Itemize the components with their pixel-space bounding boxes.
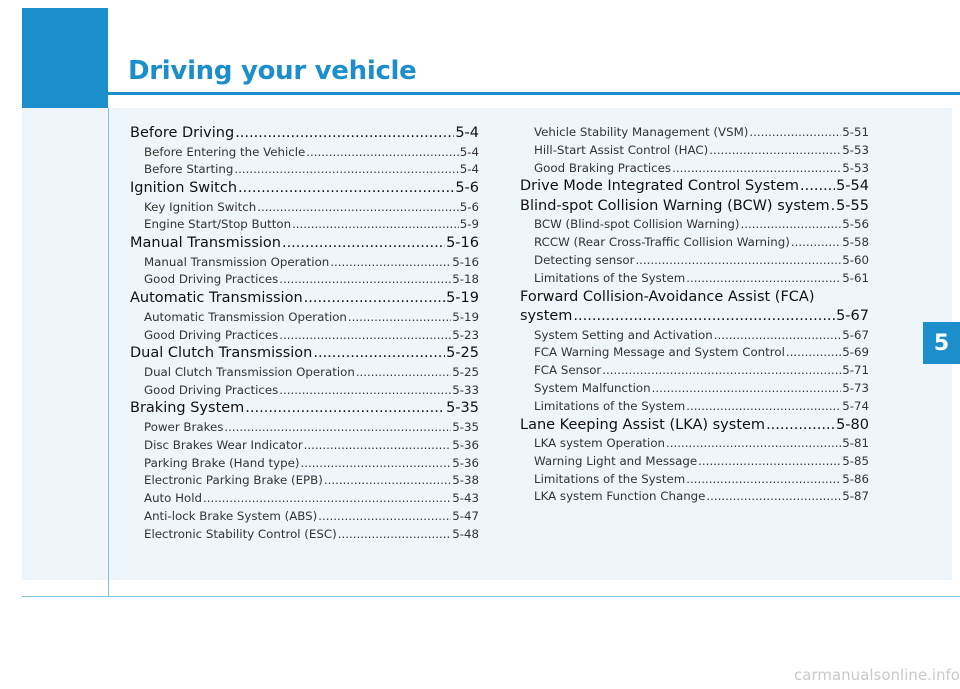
toc-subsection-entry[interactable] <box>520 252 869 270</box>
toc-page-number: 5-9 <box>459 217 479 232</box>
toc-section-entry[interactable] <box>130 124 479 144</box>
toc-dot-leader <box>304 437 452 455</box>
toc-subsection-entry[interactable] <box>130 526 479 544</box>
toc-subsection-entry[interactable] <box>520 216 869 234</box>
toc-dot-leader <box>635 252 841 270</box>
toc-page-number: 5-55 <box>836 197 869 214</box>
toc-page-number: 5-74 <box>842 398 869 413</box>
toc-entry-label: Manual Transmission <box>130 235 281 252</box>
toc-entry-label: Parking Brake (Hand type) <box>144 455 300 470</box>
toc-dot-leader <box>686 398 841 416</box>
toc-page-number: 5-73 <box>842 380 869 395</box>
toc-page-number: 5-6 <box>459 199 479 214</box>
toc-page-number: 5-4 <box>459 162 479 177</box>
toc-entry-label: Disc Brakes Wear Indicator <box>144 437 303 452</box>
toc-page-number: 5-19 <box>446 290 479 307</box>
toc-dot-leader <box>573 307 835 327</box>
toc-subsection-entry[interactable] <box>130 199 479 217</box>
toc-entry-label: Good Driving Practices <box>144 327 279 342</box>
toc-subsection-entry[interactable] <box>130 144 479 162</box>
toc-subsection-entry[interactable] <box>520 234 869 252</box>
toc-entry-label: Warning Light and Message <box>534 453 698 468</box>
toc-page-number: 5-51 <box>842 125 869 139</box>
toc-page-number: 5-60 <box>842 252 869 267</box>
toc-subsection-entry[interactable] <box>520 124 869 142</box>
toc-subsection-entry[interactable] <box>520 471 869 489</box>
toc-dot-leader <box>313 344 445 364</box>
toc-entry-label: Hill-Start Assist Control (HAC) <box>534 142 709 157</box>
toc-dot-leader <box>356 364 451 382</box>
toc-entry-label: Auto Hold <box>144 491 202 506</box>
toc-entry-label: Before Driving <box>130 125 235 141</box>
toc-page-number: 5-85 <box>842 453 869 468</box>
toc-subsection-entry[interactable] <box>520 160 869 178</box>
toc-entry-label: BCW (Blind-spot Collision Warning) <box>534 217 740 232</box>
toc-page-number: 5-36 <box>452 437 479 452</box>
toc-section-entry[interactable] <box>520 177 869 197</box>
toc-page-number: 5-81 <box>842 436 869 451</box>
toc-entry-label: System Setting and Activation <box>534 327 713 342</box>
toc-entry-label: system <box>520 308 573 325</box>
toc-subsection-entry[interactable] <box>520 380 869 398</box>
toc-subsection-entry[interactable] <box>520 435 869 453</box>
toc-subsection-entry[interactable] <box>130 437 479 455</box>
toc-dot-leader <box>791 234 841 252</box>
toc-dot-leader <box>766 416 835 436</box>
toc-entry-label: Drive Mode Integrated Control System <box>520 178 800 195</box>
toc-page-number: 5-56 <box>842 217 869 232</box>
toc-page-number: 5-38 <box>452 473 479 488</box>
page-title: Driving your vehicle <box>128 56 417 86</box>
toc-dot-leader <box>245 399 445 419</box>
toc-dot-leader <box>800 177 835 197</box>
toc-entry-label: Dual Clutch Transmission <box>130 345 313 362</box>
toc-section-entry[interactable] <box>130 234 479 254</box>
toc-dot-leader <box>203 490 451 508</box>
toc-subsection-entry[interactable] <box>130 419 479 437</box>
toc-subsection-entry[interactable] <box>130 490 479 508</box>
toc-dot-leader <box>348 309 451 327</box>
toc-dot-leader <box>714 327 841 345</box>
toc-dot-leader <box>709 142 841 160</box>
toc-page-number: 5-54 <box>836 178 869 195</box>
toc-entry-label: FCA Sensor <box>534 363 602 378</box>
toc-dot-leader <box>706 488 841 506</box>
toc-section-entry[interactable] <box>130 399 479 419</box>
toc-dot-leader <box>324 472 451 490</box>
toc-dot-leader <box>749 124 841 142</box>
toc-entry-label: Engine Start/Stop Button <box>144 217 292 232</box>
toc-subsection-entry[interactable] <box>130 254 479 272</box>
toc-dot-leader <box>279 271 451 289</box>
toc-page-number: 5-53 <box>842 160 869 175</box>
toc-page-number: 5-71 <box>842 363 869 378</box>
toc-page-number: 5-47 <box>452 508 479 523</box>
toc-dot-leader <box>224 419 451 437</box>
footer-watermark: carmanualsonline.info <box>794 666 960 684</box>
toc-subsection-entry[interactable] <box>520 344 869 362</box>
toc-entry-label: LKA system Operation <box>534 436 666 451</box>
toc-entry-label: Automatic Transmission <box>130 290 303 307</box>
toc-dot-leader <box>292 216 459 234</box>
toc-entry-label: Good Braking Practices <box>534 160 672 175</box>
toc-entry-heading-line[interactable]: Forward Collision-Avoidance Assist (FCA) <box>520 288 815 305</box>
toc-entry-label: Electronic Stability Control (ESC) <box>144 526 337 541</box>
toc-dot-leader <box>235 124 454 144</box>
toc-entry-label: Detecting sensor <box>534 252 635 267</box>
toc-entry-label: Electronic Parking Brake (EPB) <box>144 473 323 488</box>
toc-entry-label: Good Driving Practices <box>144 382 279 397</box>
toc-subsection-entry[interactable] <box>130 327 479 345</box>
toc-entry-label: Dual Clutch Transmission Operation <box>144 364 355 379</box>
toc-subsection-entry[interactable] <box>520 398 869 416</box>
toc-subsection-entry[interactable] <box>520 362 869 380</box>
header-accent-block <box>22 8 108 108</box>
toc-section-entry[interactable] <box>520 307 869 327</box>
toc-page-number: 5-25 <box>452 364 479 379</box>
toc-subsection-entry[interactable] <box>130 364 479 382</box>
toc-section-entry[interactable] <box>130 179 479 199</box>
toc-entry-label: Limitations of the System <box>534 398 686 413</box>
toc-page-number: 5-80 <box>836 416 869 433</box>
toc-subsection-entry[interactable] <box>130 472 479 490</box>
toc-page-number: 5-69 <box>842 345 869 360</box>
toc-page-number: 5-53 <box>842 142 869 157</box>
toc-entry-label: Lane Keeping Assist (LKA) system <box>520 416 766 433</box>
toc-entry-label: FCA Warning Message and System Control <box>534 345 785 360</box>
toc-dot-leader <box>698 453 841 471</box>
toc-subsection-entry[interactable] <box>520 270 869 288</box>
toc-dot-leader <box>666 435 841 453</box>
toc-entry-label: Blind-spot Collision Warning (BCW) system <box>520 197 830 214</box>
toc-subsection-entry[interactable] <box>130 455 479 473</box>
toc-entry-label: Automatic Transmission Operation <box>144 309 347 324</box>
toc-page-number: 5-6 <box>455 180 479 197</box>
toc-page-number: 5-25 <box>446 345 479 362</box>
toc-page-number: 5-4 <box>459 144 479 159</box>
toc-subsection-entry[interactable] <box>520 142 869 160</box>
toc-dot-leader <box>306 144 458 162</box>
toc-dot-leader <box>338 526 452 544</box>
toc-page-number: 5-36 <box>452 455 479 470</box>
toc-entry-label: Ignition Switch <box>130 180 238 197</box>
toc-dot-leader <box>686 270 841 288</box>
toc-subsection-entry[interactable] <box>130 508 479 526</box>
toc-entry-label: Limitations of the System <box>534 270 686 285</box>
toc-subsection-entry[interactable] <box>130 216 479 234</box>
toc-section-entry[interactable] <box>130 344 479 364</box>
toc-column-right <box>520 124 869 506</box>
toc-page-number: 5-58 <box>842 235 869 250</box>
toc-dot-leader <box>282 234 445 254</box>
toc-entry-label: Anti-lock Brake System (ABS) <box>144 508 318 523</box>
toc-page-number: 5-23 <box>452 327 479 342</box>
toc-section-entry[interactable] <box>520 416 869 436</box>
toc-subsection-entry[interactable] <box>520 327 869 345</box>
toc-dot-leader <box>238 179 454 199</box>
toc-page-number: 5-61 <box>842 270 869 285</box>
toc-dot-leader <box>318 508 451 526</box>
toc-dot-leader <box>300 455 451 473</box>
toc-page-number: 5-16 <box>452 254 479 269</box>
toc-dot-leader <box>279 382 451 400</box>
toc-dot-leader <box>741 216 842 234</box>
toc-page-number: 5-18 <box>452 272 479 287</box>
toc-page-number: 5-86 <box>842 471 869 486</box>
toc-subsection-entry[interactable] <box>130 271 479 289</box>
toc-dot-leader <box>686 471 841 489</box>
toc-page-number: 5-48 <box>452 526 479 541</box>
toc-page-number: 5-4 <box>455 125 479 141</box>
bottom-rule <box>22 596 960 597</box>
toc-page-number: 5-19 <box>452 309 479 324</box>
toc-page-number: 5-33 <box>452 382 479 397</box>
chapter-tab[interactable]: 5 <box>923 322 960 364</box>
toc-page-number: 5-67 <box>836 308 869 325</box>
toc-dot-leader <box>279 327 451 345</box>
margin-rule <box>108 108 109 596</box>
toc-entry-label: Vehicle Stability Management (VSM) <box>534 125 749 139</box>
toc-entry-label: LKA system Function Change <box>534 489 706 504</box>
toc-entry-label: RCCW (Rear Cross-Traffic Collision Warning) <box>534 235 790 250</box>
toc-page-number: 5-67 <box>842 327 869 342</box>
toc-dot-leader <box>304 289 445 309</box>
toc-dot-leader <box>831 197 835 217</box>
toc-dot-leader <box>330 254 451 272</box>
toc-section-entry[interactable] <box>520 197 869 217</box>
toc-subsection-entry[interactable] <box>130 309 479 327</box>
toc-dot-leader <box>786 344 841 362</box>
toc-entry-label: Power Brakes <box>144 419 224 434</box>
toc-page-number: 5-35 <box>446 400 479 417</box>
toc-entry-label: Key Ignition Switch <box>144 199 257 214</box>
toc-subsection-entry[interactable] <box>130 161 479 179</box>
toc-page-number: 5-43 <box>452 491 479 506</box>
toc-entry-label: System Malfunction <box>534 380 651 395</box>
toc-subsection-entry[interactable] <box>520 453 869 471</box>
toc-entry-label: Before Entering the Vehicle <box>144 144 306 159</box>
header-rule <box>108 92 960 95</box>
toc-subsection-entry[interactable] <box>520 488 869 506</box>
toc-page-number: 5-87 <box>842 489 869 504</box>
toc-column-left <box>130 124 479 544</box>
toc-section-entry[interactable] <box>130 289 479 309</box>
toc-entry-label: Limitations of the System <box>534 471 686 486</box>
toc-subsection-entry[interactable] <box>130 382 479 400</box>
toc-entry-label: Manual Transmission Operation <box>144 254 330 269</box>
toc-dot-leader <box>672 160 841 178</box>
toc-entry-label: Braking System <box>130 400 245 417</box>
toc-entry-label: Good Driving Practices <box>144 272 279 287</box>
toc-page-number: 5-16 <box>446 235 479 252</box>
toc-dot-leader <box>234 161 458 179</box>
toc-dot-leader <box>257 199 459 217</box>
toc-dot-leader <box>652 380 842 398</box>
toc-entry-label: Before Starting <box>144 162 234 177</box>
toc-dot-leader <box>602 362 841 380</box>
toc-page-number: 5-35 <box>452 419 479 434</box>
